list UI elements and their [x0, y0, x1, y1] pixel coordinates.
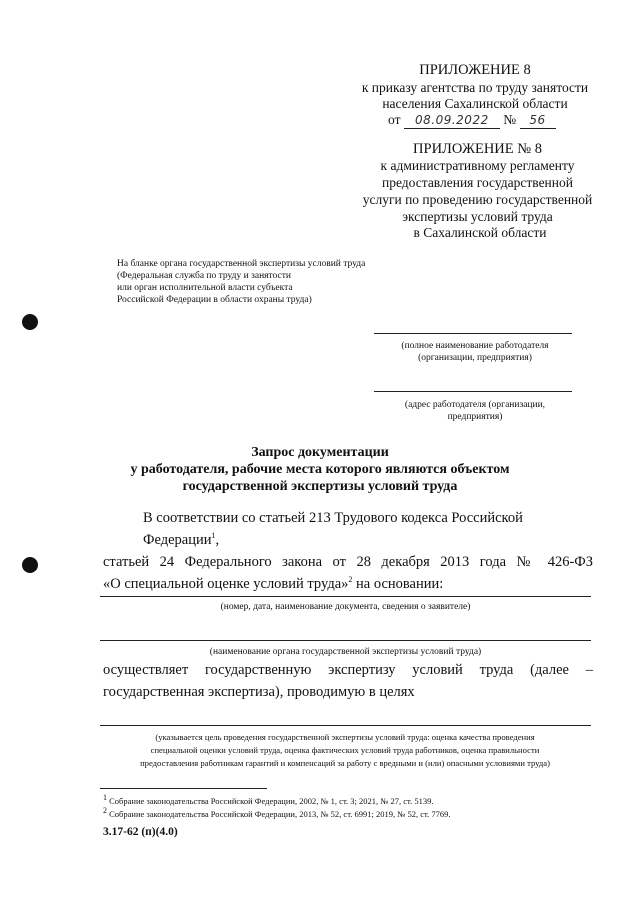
title-line3: государственной экспертизы условий труда: [182, 479, 458, 494]
footnote-1-number: 1: [103, 793, 107, 803]
appendix1-line2: населения Сахалинской области: [382, 96, 568, 111]
caption-authority: (наименование органа государственной экспертизы условий труда): [209, 647, 482, 657]
paragraph1-line3-end: на основании:: [352, 576, 444, 592]
appendix2-line2: предоставления государственной: [382, 175, 573, 190]
purpose-line: [100, 725, 591, 726]
paragraph2-line1: осуществляет государственную экспертизу условий труда (далее –: [103, 662, 593, 678]
appendix2-line3: услуги по проведению государственной: [362, 192, 593, 207]
footnote-ref-1: 1: [211, 531, 216, 541]
appendix1-line1: к приказу агентства по труду занятости: [361, 80, 589, 95]
date-value: 08.09.2022: [404, 112, 500, 129]
appendix2-line4: экспертизы условий труда: [402, 209, 553, 224]
blank-note-line3: или орган исполнительной власти субъекта: [117, 283, 293, 293]
paragraph1-line1-wrap: [103, 507, 593, 551]
paragraph1-line3: «О специальной оценке условий труда»: [103, 576, 349, 592]
title-line1: Запрос документации: [251, 445, 389, 460]
blank-note: [117, 258, 407, 306]
footnote-2-number: 2: [103, 806, 107, 816]
caption-purpose-line1: (указывается цель проведения государственной экспертизы условий труда: оценка качества проведения: [155, 732, 535, 742]
employer-address-line: [374, 391, 572, 392]
employer-address-caption: [370, 399, 580, 423]
caption-document: (номер, дата, наименование документа, сведения о заявителе): [220, 602, 471, 612]
blank-note-line4: Российской Федерации в области охраны труда): [117, 295, 312, 305]
date-prefix: от: [388, 112, 401, 127]
num-prefix: №: [503, 112, 517, 127]
punch-hole-top: [22, 314, 38, 330]
employer-address-caption-line2: предприятия): [447, 412, 503, 422]
appendix1-date-line: [388, 112, 618, 129]
caption-purpose-line3: предоставления работникам гарантий и компенсаций за работу с вредными и (или) опасными условиями труда): [140, 758, 550, 768]
blank-note-line1: На бланке органа государственной экспертизы условий труда: [117, 259, 366, 269]
footnote-2-text: Собрание законодательства Российской Федерации, 2013, № 52, ст. 6991; 2019, № 52, ст. 7769.: [107, 809, 451, 819]
employer-name-caption-line1: (полное наименование работодателя: [401, 341, 549, 351]
footnotes: [103, 795, 593, 821]
paragraph2-line2: государственная экспертиза), проводимую в целях: [103, 684, 415, 700]
employer-name-caption-line2: (организации, предприятия): [418, 353, 532, 363]
footnote-1-text: Собрание законодательства Российской Федерации, 2002, № 1, ст. 3; 2021, № 27, ст. 5139.: [107, 796, 434, 806]
paragraph1-line3-wrap: [103, 573, 593, 595]
footnote-1: [103, 795, 593, 808]
paragraph1-line1: В соответствии со статьей 213 Трудового кодекса Российской Федерации: [143, 510, 523, 548]
footnote-separator: [100, 788, 267, 789]
blank-note-line2: (Федеральная служба по труду и занятости: [117, 271, 291, 281]
employer-name-line: [374, 333, 572, 334]
paragraph2: [103, 659, 593, 703]
paragraph1: [103, 507, 593, 595]
form-code: 3.17-62 (п)(4.0): [103, 826, 178, 838]
paragraph1-line1-end: ,: [215, 532, 220, 548]
employer-address-caption-line1: (адрес работодателя (организации,: [404, 400, 546, 410]
appendix2-line1: к административному регламенту: [380, 158, 575, 173]
appendix2-title: ПРИЛОЖЕНИЕ № 8: [413, 141, 542, 157]
num-value: 56: [520, 112, 556, 129]
appendix2-line5: в Сахалинской области: [413, 225, 547, 240]
authority-line: [100, 640, 591, 641]
employer-name-caption: [370, 340, 580, 364]
document-title: [60, 444, 580, 495]
document-line: [100, 596, 591, 597]
paragraph1-line2: статьей 24 Федерального закона от 28 декабря 2013 года № 426-ФЗ: [103, 554, 593, 570]
title-line2: у работодателя, рабочие места которого являются объектом: [130, 462, 510, 477]
caption-purpose-line2: специальной оценки условий труда, оценка фактических условий труда работников, оценка правильности: [150, 745, 540, 755]
footnote-2: [103, 808, 593, 821]
footnote-ref-2: 2: [348, 575, 353, 585]
appendix1-title: ПРИЛОЖЕНИЕ 8: [419, 62, 531, 78]
caption-purpose: [95, 731, 595, 770]
punch-hole-bottom: [22, 557, 38, 573]
